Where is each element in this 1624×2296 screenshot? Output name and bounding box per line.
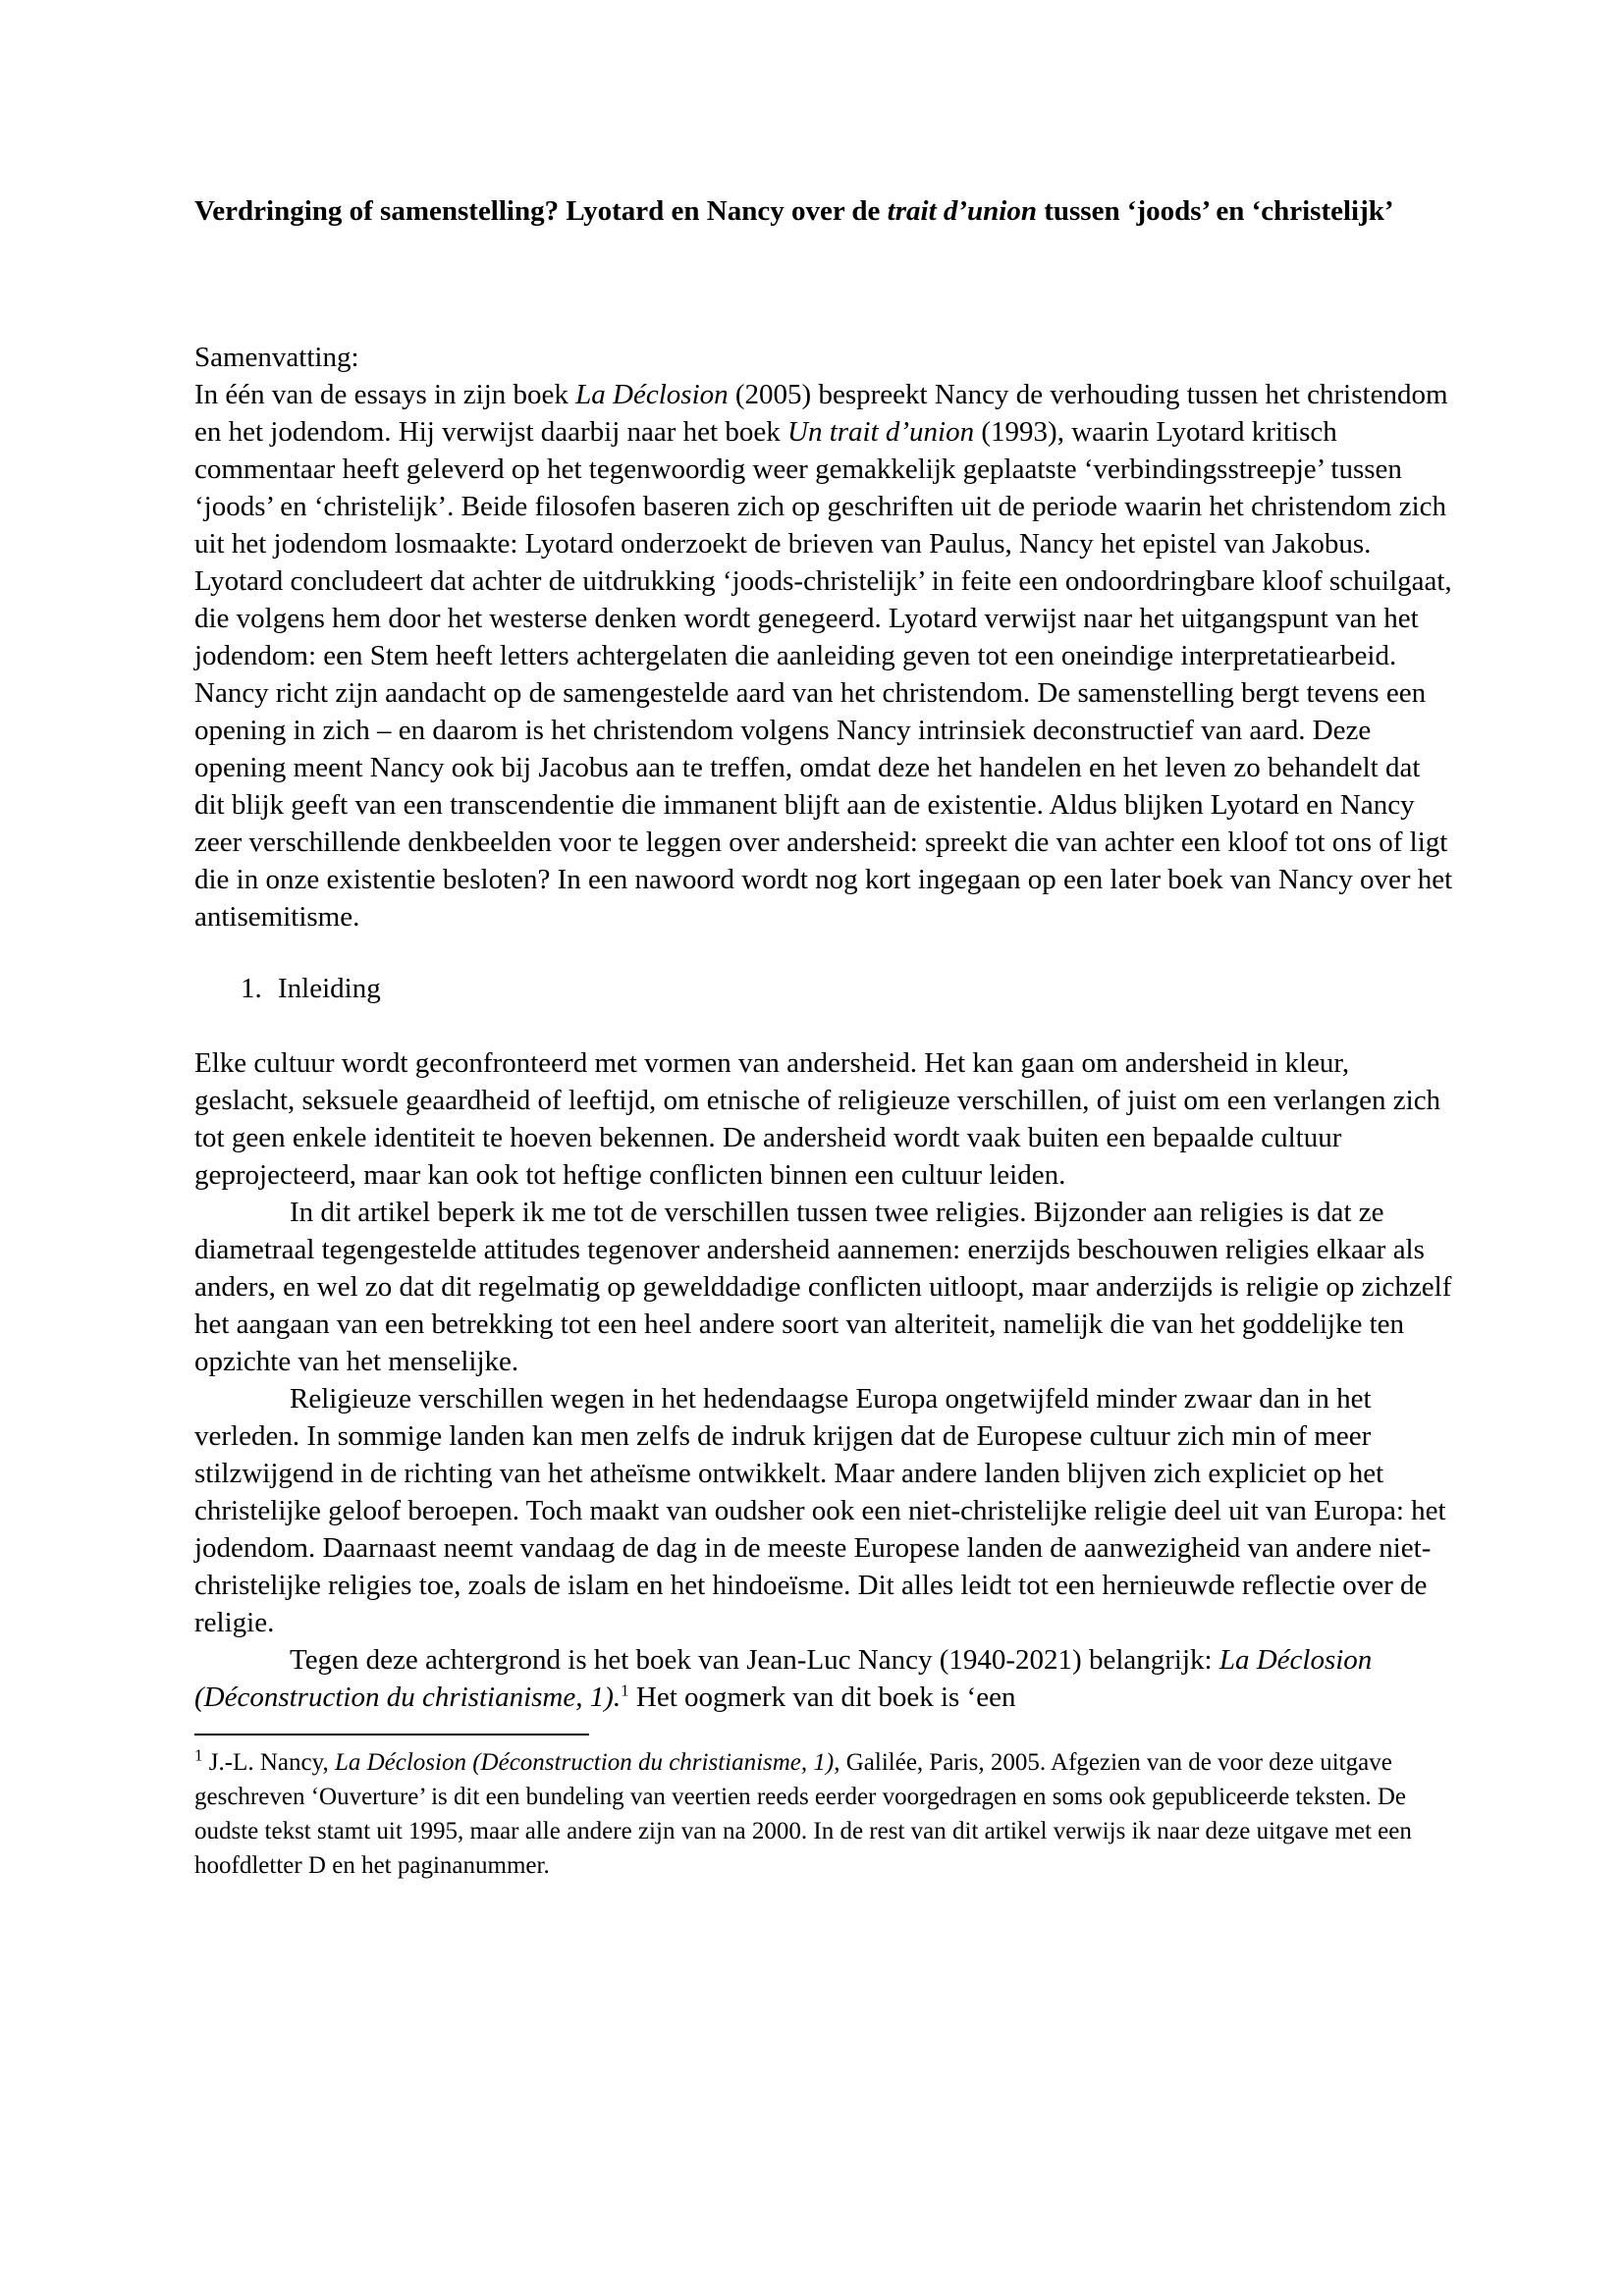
- article-title: [194, 192, 1453, 230]
- paragraph-4-text-a: Tegen deze achtergrond is het boek van Jean-Luc Nancy (1940-2021) belangrijk:: [290, 1644, 1219, 1676]
- abstract-sentence-3: (1993), waarin Lyotard kritisch commentaar heeft geleverd op het tegenwoordig weer gemakkelijk geplaatste ‘verbindingsstreepje’ tussen ‘joods’ en ‘christelijk’. Beide filosofen baseren zich op geschriften uit de periode waarin het christendom zich uit het jodendom losmaakte: Lyotard onderzoekt de brieven van Paulus, Nancy het epistel van Jakobus. Lyotard concludeert dat achter de uitdrukking ‘joods-christelijk’ in feite een ondoordringbare kloof schuilgaat, die volgens hem door het westerse denken wordt genegeerd. Lyotard verwijst naar het uitgangspunt van het jodendom: een Stem heeft letters achtergelaten die aanleiding geven tot een oneindige interpretatiearbeid. Nancy richt zijn aandacht op de samengestelde aard van het christendom. De samenstelling bergt tevens een opening in zich – en daarom is het christendom volgens Nancy intrinsiek deconstructief van aard. Deze opening meent Nancy ook bij Jacobus aan te treffen, omdat deze het handelen en het leven zo behandelt dat dit blijk geeft van een transcendentie die immanent blijft aan de existentie. Aldus blijken Lyotard en Nancy zeer verschillende denkbeelden voor te leggen over andersheid: spreekt die van achter een kloof tot ons of ligt die in onze existentie besloten? In een nawoord wordt nog kort ingegaan op een later boek van Nancy over het antisemitisme.: [194, 416, 1453, 933]
- footnote-text-a: J.-L. Nancy,: [202, 1749, 335, 1776]
- abstract-label: Samenvatting:: [194, 342, 359, 373]
- abstract-text: [194, 376, 1453, 935]
- footnote-reference: 1: [621, 1681, 629, 1700]
- footnote-text-b: , Galilée, Paris, 2005. Afgezien van de voor deze uitgave geschreven ‘Ouverture’ is dit een bundeling van veertien reeds eerder voorgedragen en soms ook gepubliceerde teksten. De oudste tekst stamt uit 1995, maar alle andere zijn van na 2000. In de rest van dit artikel verwijs ik naar deze uitgave met een hoofdletter D en het paginanummer.: [194, 1749, 1412, 1879]
- title-italic: trait d’union: [887, 195, 1037, 227]
- section-heading: [194, 970, 1453, 1007]
- paragraph-4-italic: La Déclosion (Déconstruction du christianisme, 1).: [194, 1644, 1373, 1713]
- title-part-2: tussen ‘joods’ en ‘christelijk’: [1036, 195, 1394, 227]
- footnote: [194, 1745, 1453, 1883]
- abstract-sentence-1: In één van de essays in zijn boek: [194, 379, 576, 410]
- abstract-book-2: Un trait d’union: [787, 416, 975, 448]
- abstract-book-1: La Déclosion: [575, 379, 729, 410]
- body-paragraph-2: In dit artikel beperk ik me tot de verschillen tussen twee religies. Bijzonder aan religies is dat ze diametraal tegengestelde attitudes tegenover andersheid aannemen: enerzijds beschouwen religies elkaar als anders, en wel zo dat dit regelmatig op gewelddadige conflicten uitloopt, maar anderzijds is religie op zichzelf het aangaan van een betrekking tot een heel andere soort van alteriteit, namelijk die van het goddelijke ten opzichte van het menselijke.: [194, 1197, 1452, 1377]
- footnote-number: 1: [194, 1745, 203, 1765]
- footnote-separator: [194, 1734, 589, 1735]
- title-part-1: Verdringing of samenstelling? Lyotard en Nancy over de: [194, 195, 888, 227]
- document-page: [194, 192, 1453, 1883]
- paragraph-4-text-b: Het oogmerk van dit boek is ‘een: [628, 1682, 1016, 1713]
- body-paragraph-4: [194, 1641, 1453, 1716]
- body-paragraph-1: Elke cultuur wordt geconfronteerd met vormen van andersheid. Het kan gaan om andersheid in kleur, geslacht, seksuele geaardheid of leeftijd, om etnische of religieuze verschillen, of juist om een verlangen zich tot geen enkele identiteit te hoeven bekennen. De andersheid wordt vaak buiten een bepaalde cultuur geprojecteerd, maar kan ook tot heftige conflicten binnen een cultuur leiden.: [194, 1047, 1441, 1191]
- body-paragraph-3: Religieuze verschillen wegen in het hedendaagse Europa ongetwijfeld minder zwaar dan in het verleden. In sommige landen kan men zelfs de indruk krijgen dat de Europese cultuur zich min of meer stilzwijgend in de richting van het atheïsme ontwikkelt. Maar andere landen blijven zich expliciet op het christelijke geloof beroepen. Toch maakt van oudsher ook een niet-christelijke religie deel uit van Europa: het jodendom. Daarnaast neemt vandaag de dag in de meeste Europese landen de aanwezigheid van andere niet-christelijke religies toe, zoals de islam en het hindoeïsme. Dit alles leidt tot een hernieuwde reflectie over de religie.: [194, 1383, 1446, 1638]
- section-title: Inleiding: [278, 973, 381, 1004]
- section-number: 1.: [241, 973, 262, 1004]
- abstract-sentence-2: (2005) bespreekt Nancy de verhouding tussen het christendom en het jodendom. Hij verwijst daarbij naar het boek: [194, 379, 1448, 448]
- footnote-italic: La Déclosion (Déconstruction du christianisme, 1): [334, 1749, 835, 1776]
